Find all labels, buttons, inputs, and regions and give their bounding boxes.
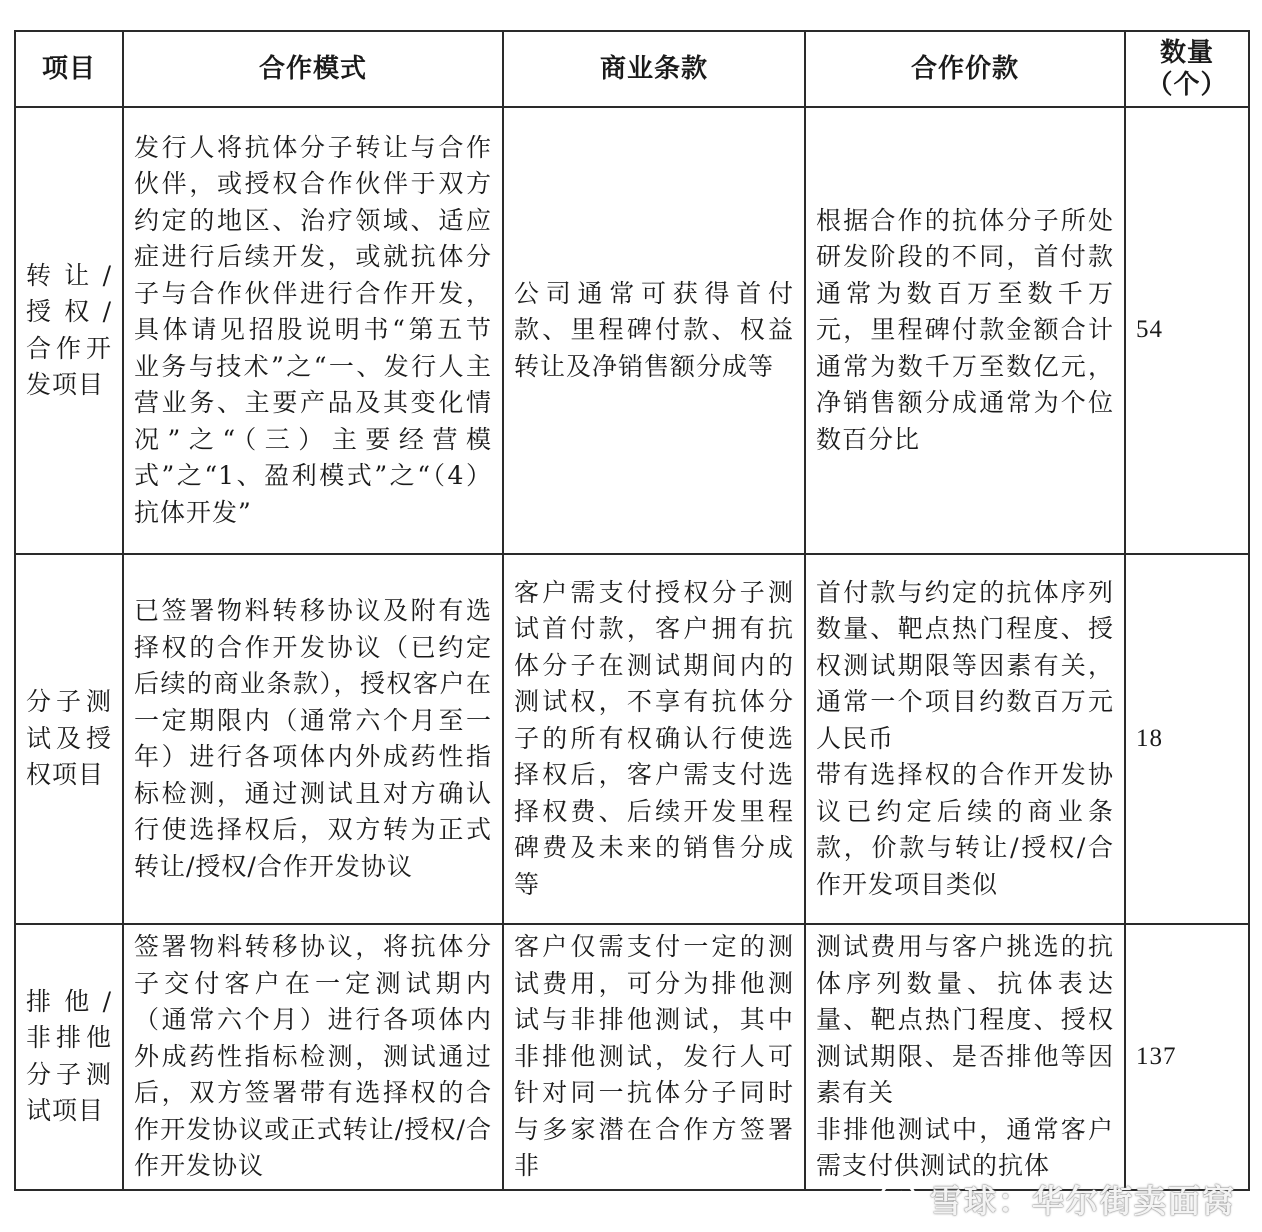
row-mode: 签署物料转移协议，将抗体分子交付客户在一定测试期内（通常六个月）进行各项体内外成药性指标检测，测试通过后，双方签署带有选择权的合作开发协议或正式转让/授权/合作开发协议 bbox=[123, 924, 503, 1190]
row-mode: 已签署物料转移协议及附有选择权的合作开发协议（已约定后续的商业条款），授权客户在一定期限内（通常六个月至一年）进行各项体内外成药性指标检测，通过测试且对方确认行使选择权后，双方转为正式转让/授权/合作开发协议 bbox=[123, 554, 503, 924]
header-count: 数量 （个） bbox=[1125, 31, 1249, 107]
watermark bbox=[878, 1176, 1236, 1222]
row-price bbox=[805, 924, 1125, 1190]
price-paragraph: 根据合作的抗体分子所处研发阶段的不同，首付款通常为数百万至数千万元，里程碑付款金额合计通常为数千万至数亿元，净销售额分成通常为个位数百分比 bbox=[816, 205, 1114, 454]
header-mode: 合作模式 bbox=[123, 31, 503, 107]
row-price bbox=[805, 554, 1125, 924]
table-row bbox=[15, 554, 1249, 924]
row-price bbox=[805, 107, 1125, 554]
header-item: 项目 bbox=[15, 31, 123, 107]
row-count: 137 bbox=[1125, 924, 1249, 1190]
price-paragraph: 测试费用与客户挑选的抗体序列数量、抗体表达量、靶点热门程度、授权测试期限、是否排他等因素有关 bbox=[816, 932, 1114, 1107]
row-terms: 客户仅需支付一定的测试费用，可分为排他测试与非排他测试，其中非排他测试，发行人可针对同一抗体分子同时与多家潜在合作方签署非 bbox=[503, 924, 805, 1190]
table-row bbox=[15, 107, 1249, 554]
row-item: 排他/非排他分子测试项目 bbox=[15, 924, 123, 1190]
header-price: 合作价款 bbox=[805, 31, 1125, 107]
table-header-row bbox=[15, 31, 1249, 107]
snowball-logo-icon bbox=[878, 1179, 918, 1219]
price-paragraph: 非排他测试中，通常客户需支付供测试的抗体 bbox=[816, 1114, 1114, 1180]
row-terms: 公司通常可获得首付款、里程碑付款、权益转让及净销售额分成等 bbox=[503, 107, 805, 554]
row-count: 18 bbox=[1125, 554, 1249, 924]
row-item: 转让/授权/合作开发项目 bbox=[15, 107, 123, 554]
price-paragraph: 带有选择权的合作开发协议已约定后续的商业条款，价款与转让/授权/合作开发项目类似 bbox=[816, 760, 1114, 899]
header-terms: 商业条款 bbox=[503, 31, 805, 107]
table-row bbox=[15, 924, 1249, 1190]
cooperation-table bbox=[14, 30, 1250, 1191]
price-paragraph: 首付款与约定的抗体序列数量、靶点热门程度、授权测试期限等因素有关，通常一个项目约数百万元人民币 bbox=[816, 577, 1114, 753]
row-count: 54 bbox=[1125, 107, 1249, 554]
row-mode: 发行人将抗体分子转让与合作伙伴，或授权合作伙伴于双方约定的地区、治疗领域、适应症进行后续开发，或就抗体分子与合作伙伴进行合作开发，具体请见招股说明书“第五节 业务与技术”之“一、发行人主营业务、主要产品及其变化情况”之“（三）主要经营模式”之“1、盈利模式”之“（4）抗体开发” bbox=[123, 107, 503, 554]
row-terms: 客户需支付授权分子测试首付款，客户拥有抗体分子在测试期间内的测试权，不享有抗体分子的所有权确认行使选择权后，客户需支付选择权费、后续开发里程碑费及未来的销售分成等 bbox=[503, 554, 805, 924]
row-item: 分子测试及授权项目 bbox=[15, 554, 123, 924]
watermark-text: 雪球：华尔街卖面窝 bbox=[929, 1182, 1236, 1220]
